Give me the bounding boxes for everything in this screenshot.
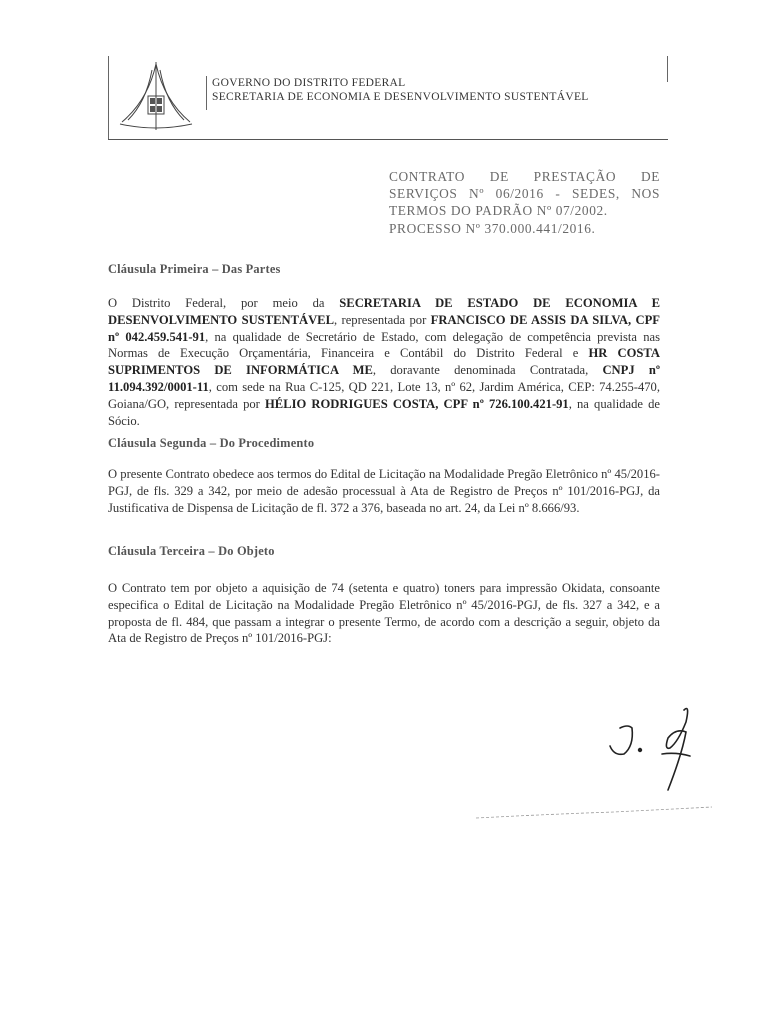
letterhead-separator xyxy=(206,76,207,110)
title-line-4: PROCESSO Nº 370.000.441/2016. xyxy=(389,220,596,236)
clause-1-text: O Distrito Federal, por meio da SECRETARIA DE ESTADO DE ECONOMIA E DESENVOLVIMENTO SUSTENTÁVEL, representada por FRANCISCO DE ASSIS DA SILVA, CPF nº 042.459.541-91, na qualidade de Secretário de Estado, com delegação de competência prevista nas Normas de Execução Orçamentária, Financeira e Contábil do Distrito Federal e HR COSTA SUPRIMENTOS DE INFORMÁTICA ME, doravante denominada Contratada, CNPJ nº 11.094.392/0001-11, com sede na Rua C-125, QD 221, Lote 13, nº 62, Jardim América, CEP: 74.255-470, Goiana/GO, representada por HÉLIO RODRIGUES COSTA, CPF nº 726.100.421-91, na qualidade de Sócio. xyxy=(108,296,660,428)
letterhead-right-rule xyxy=(667,56,668,82)
clause-2-heading: Cláusula Segunda – Do Procedimento xyxy=(108,436,315,450)
clause-3-heading: Cláusula Terceira – Do Objeto xyxy=(108,544,275,558)
letterhead xyxy=(108,56,668,140)
title-line-3: TERMOS DO PADRÃO Nº 07/2002. xyxy=(389,203,608,219)
title-line-2: SERVIÇOS Nº 06/2016 - SEDES, NOS xyxy=(389,186,660,202)
letterhead-text xyxy=(212,76,589,104)
letterhead-bottom-rule xyxy=(108,139,668,140)
signature-line xyxy=(474,806,714,820)
handwritten-signature-icon xyxy=(598,694,708,804)
government-name: GOVERNO DO DISTRITO FEDERAL xyxy=(212,77,406,89)
title-line-1: CONTRATO DE PRESTAÇÃO DE xyxy=(389,169,660,184)
contract-title xyxy=(389,168,660,237)
clause-1-heading: Cláusula Primeira – Das Partes xyxy=(108,262,281,276)
letterhead-left-rule xyxy=(108,56,109,140)
secretariat-name: SECRETARIA DE ECONOMIA E DESENVOLVIMENTO SUSTENTÁVEL xyxy=(212,91,589,103)
brasilia-coat-of-arms-icon xyxy=(118,60,194,136)
clause-3-text: O Contrato tem por objeto a aquisição de 74 (setenta e quatro) toners para impressão Okidata, consoante especifica o Edital de Licitação na Modalidade Pregão Eletrônico nº 45/2016-PGJ, de fls. 327 a 342, e a proposta de fl. 484, que passam a integrar o presente Termo, de acordo com a descrição a seguir, objeto da Ata de Registro de Preços nº 101/2016-PGJ: xyxy=(108,581,660,646)
clause-2-text: O presente Contrato obedece aos termos do Edital de Licitação na Modalidade Pregão Eletrônico nº 45/2016-PGJ, de fls. 329 a 342, por meio de adesão processual à Ata de Registro de Preços nº 101/2016-PGJ, da Justificativa de Dispensa de Licitação de fl. 372 a 376, baseada no art. 24, da Lei nº 8.666/93. xyxy=(108,467,660,515)
